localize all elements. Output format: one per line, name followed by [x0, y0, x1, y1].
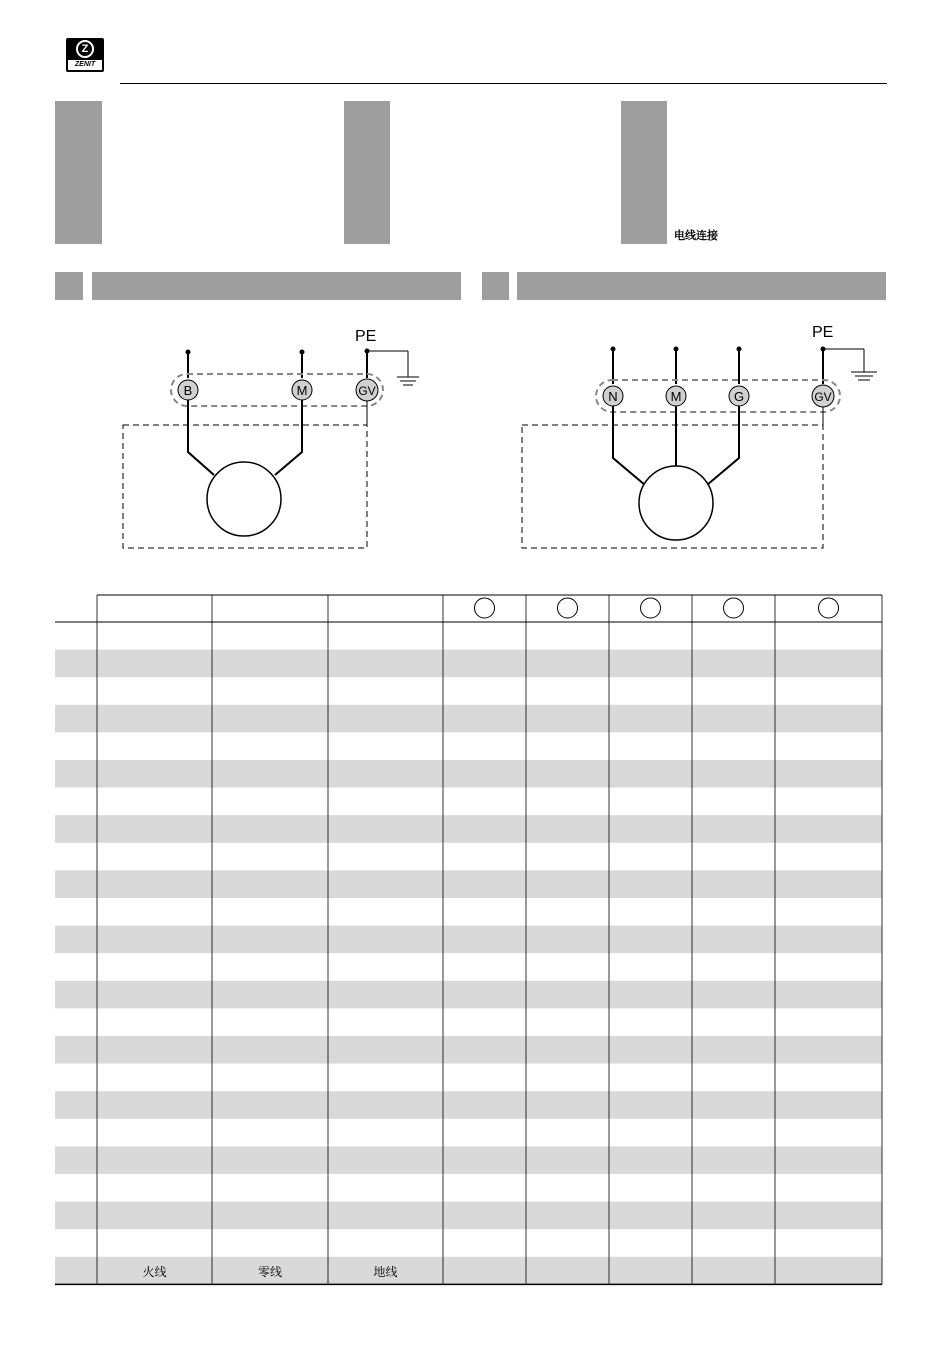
table-row-stripe [55, 1257, 882, 1285]
terminal-label: GV [814, 390, 832, 404]
column-symbol-icon [724, 598, 744, 618]
terminal-block-outline [596, 380, 840, 412]
table-row-stripe [55, 870, 882, 898]
table-row-stripe [55, 650, 882, 678]
footer-label: 零线 [257, 1264, 283, 1279]
footer-label: 火线 [142, 1264, 167, 1279]
column-symbol-icon [475, 598, 495, 618]
motor-icon [639, 466, 713, 540]
pe-label-left: PE [355, 328, 377, 345]
terminal-label: GV [358, 384, 376, 398]
terminal-label: G [733, 389, 745, 404]
section-caption: 电线连接 [674, 229, 718, 242]
table-row-stripe [55, 1202, 882, 1230]
column-symbol-icon [641, 598, 661, 618]
logo-text: ZENIT [74, 61, 96, 68]
terminal-block-outline [171, 374, 383, 406]
terminal-label: M [296, 383, 308, 398]
ground-icon [367, 351, 419, 385]
table-row-stripe [55, 1036, 882, 1064]
table-row-stripe [55, 926, 882, 954]
column-symbol-icon [819, 598, 839, 618]
terminal-label: B [183, 383, 193, 398]
cable-data-table [0, 580, 950, 1310]
pe-label-right: PE [812, 324, 834, 341]
table-row-stripe [55, 1146, 882, 1174]
table-row-stripe [55, 981, 882, 1009]
table-row-stripe [55, 815, 882, 843]
motor-icon [207, 462, 281, 536]
ground-icon [823, 349, 877, 380]
terminal-label: N [608, 389, 618, 404]
table-row-stripe [55, 705, 882, 733]
table-row-stripe [55, 1091, 882, 1119]
zenit-logo: Z ZENIT [66, 38, 104, 72]
single-phase-wiring-diagram [0, 0, 950, 580]
footer-label: 地线 [373, 1264, 398, 1279]
column-symbol-icon [558, 598, 578, 618]
table-row-stripe [55, 760, 882, 788]
terminal-label: M [670, 389, 682, 404]
